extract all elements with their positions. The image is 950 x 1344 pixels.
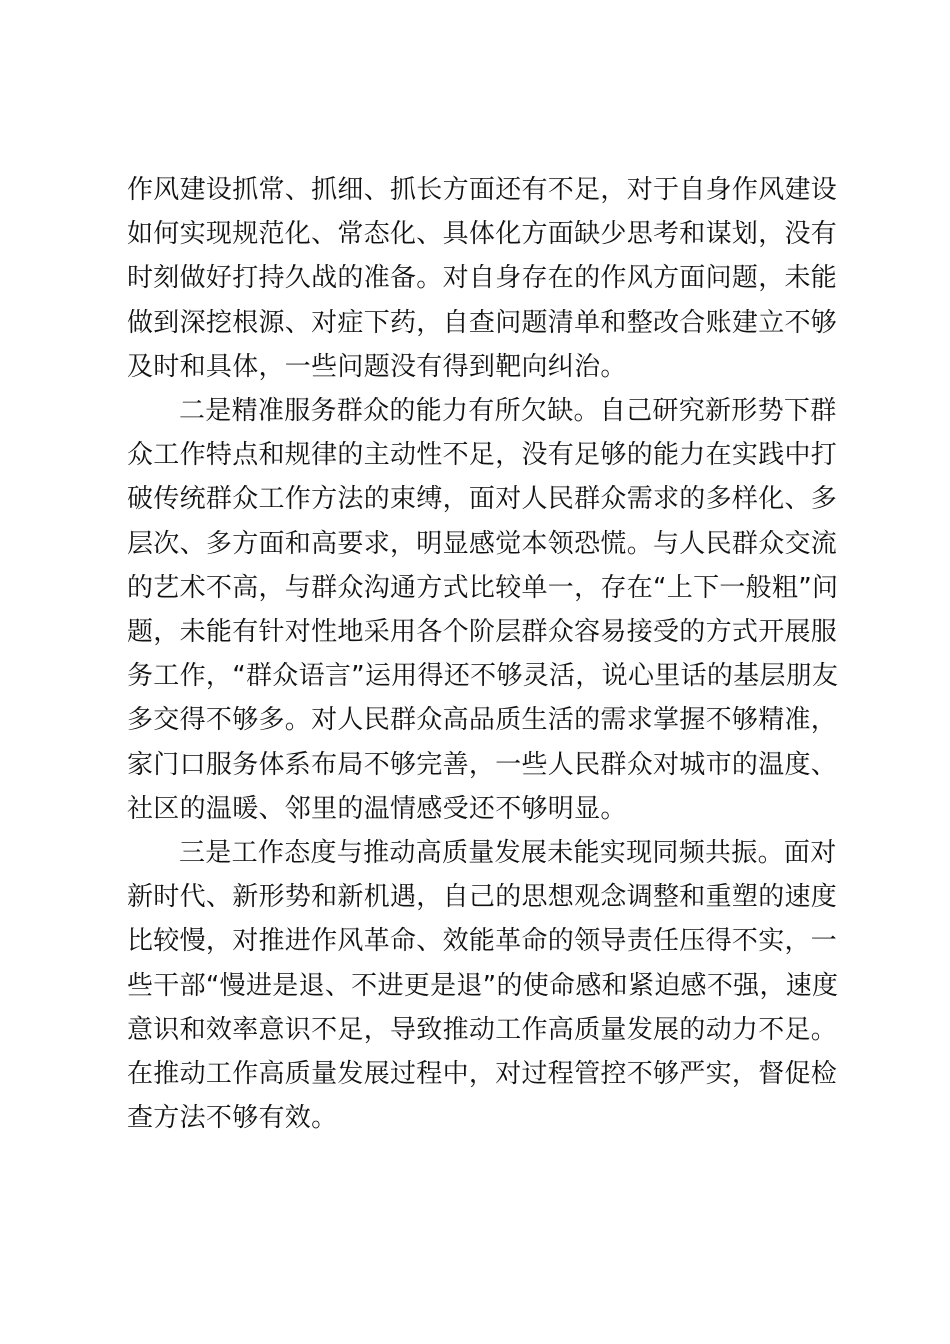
paragraph-2: [127, 389, 839, 831]
text-line: 作风建设抓常、抓细、抓长方面还有不足，对于自身作风建设: [127, 175, 838, 205]
text-line: 时刻做好打持久战的准备。对自身存在的作风方面问题，未能: [127, 263, 838, 294]
text-line: 做到深挖根源、对症下药，自查问题清单和整改合账建立不够: [127, 307, 838, 338]
text-line: 如何实现规范化、常态化、具体化方面缺少思考和谋划，没有: [127, 219, 838, 250]
text-line: 查方法不够有效。: [127, 1103, 338, 1134]
text-line: 众工作特点和规律的主动性不足，没有足够的能力在实践中打: [127, 440, 838, 471]
text-line: 二是精准服务群众的能力有所欠缺。自己研究新形势下群: [179, 396, 837, 427]
text-line: 家门口服务体系布局不够完善，一些人民群众对城市的温度、: [127, 749, 838, 780]
text-line: 题，未能有针对性地采用各个阶层群众容易接受的方式开展服: [127, 617, 838, 648]
text-line: 的艺术不高，与群众沟通方式比较单一，存在“上下一般粗”问: [127, 572, 839, 603]
text-line: 新时代、新形势和新机遇，自己的思想观念调整和重塑的速度: [127, 882, 838, 913]
text-line: 多交得不够多。对人民群众高品质生活的需求掌握不够精准，: [127, 705, 838, 736]
text-line: 破传统群众工作方法的束缚，面对人民群众需求的多样化、多: [127, 484, 838, 515]
text-line: 比较慢，对推进作风革命、效能革命的领导责任压得不实，一: [127, 926, 838, 957]
text-line: 社区的温暖、邻里的温情感受还不够明显。: [127, 793, 627, 824]
text-line: 意识和效率意识不足，导致推动工作高质量发展的动力不足。: [127, 1014, 838, 1045]
paragraph-1: [127, 168, 838, 389]
text-line: 务工作，“群众语言”运用得还不够灵活，说心里话的基层朋友: [127, 661, 839, 692]
text-line: 些干部“慢进是退、不进更是退”的使命感和紧迫感不强，速度: [127, 970, 839, 1001]
document-body: [127, 168, 839, 1140]
text-line: 层次、多方面和高要求，明显感觉本领恐慌。与人民群众交流: [127, 528, 838, 559]
text-line: 在推动工作高质量发展过程中，对过程管控不够严实，督促检: [127, 1059, 838, 1090]
text-line: 三是工作态度与推动高质量发展未能实现同频共振。面对: [179, 838, 837, 869]
text-line: 及时和具体，一些问题没有得到靶向纠治。: [127, 351, 627, 382]
paragraph-3: [127, 831, 839, 1140]
